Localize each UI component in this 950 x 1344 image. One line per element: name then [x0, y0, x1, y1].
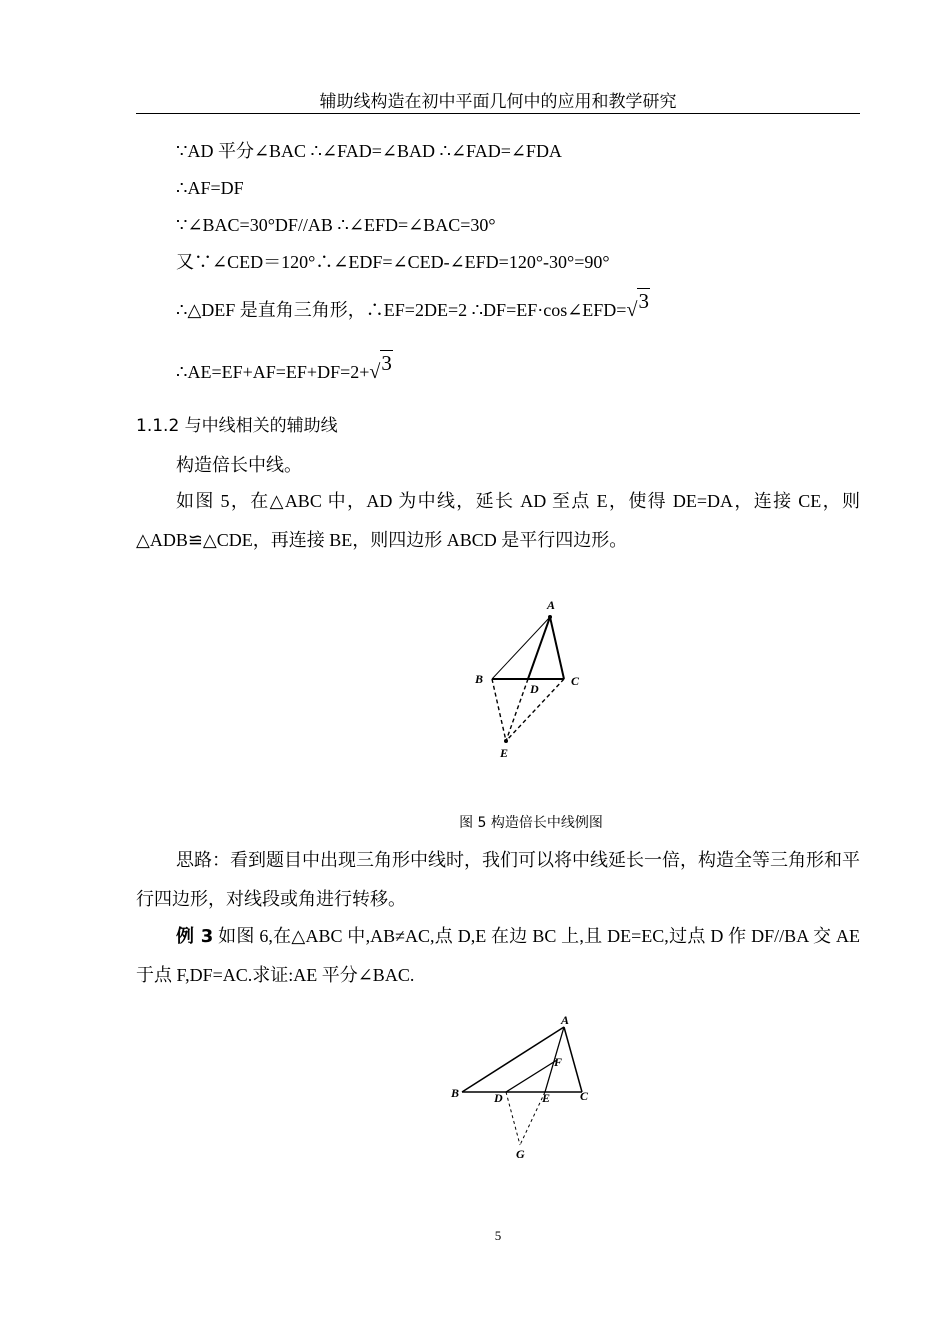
label-b: B: [451, 1086, 460, 1100]
proof-line-2: ∴AF=DF: [176, 178, 244, 198]
segment-ad: [528, 617, 550, 679]
proof-line-6-text: ∴AE=EF+AF=EF+DF=2+: [176, 362, 370, 382]
label-b: B: [475, 672, 484, 686]
point-a: [548, 615, 552, 619]
proof-line-5: [176, 289, 650, 322]
sqrt-three: [369, 351, 392, 384]
label-c: C: [571, 674, 580, 688]
example-label: 例 3: [176, 926, 214, 947]
paragraph-figure5-description: 如图 5，在△ABC 中，AD 为中线，延长 AD 至点 E，使得 DE=DA，连接 CE，则△ADB≌△CDE，再连接 BE，则四边形 ABCD 是平行四边形。: [136, 491, 860, 550]
segment-be: [492, 679, 506, 741]
proof-line-5-text: ∴△DEF 是直角三角形，∴EF=2DE=2 ∴DF=EF·cos∠EFD=: [176, 300, 627, 320]
segment-ab: [492, 617, 550, 679]
figure-5-caption: 图 5 构造倍长中线例图: [459, 815, 603, 831]
radicand: 3: [381, 351, 392, 375]
proof-line-4: 又∵∠CED＝120°∴∠EDF=∠CED-∠EFD=120°-30°=90°: [176, 252, 610, 272]
paragraph-approach: 思路：看到题目中出现三角形中线时，我们可以将中线延长一倍，构造全等三角形和平行四边形，对线段或角进行转移。: [136, 850, 860, 909]
proof-line-3: ∵∠BAC=30°DF//AB ∴∠EFD=∠BAC=30°: [176, 215, 496, 235]
example-text: 如图 6,在△ABC 中,AB≠AC,点 D,E 在边 BC 上,且 DE=EC,过点 D 作 DF//BA 交 AE 于点 F,DF=AC.求证:AE 平分∠BAC.: [136, 926, 860, 985]
paragraph-construct: 构造倍长中线。: [176, 455, 302, 475]
radicand: 3: [638, 289, 649, 313]
proof-line-1: ∵AD 平分∠BAC ∴∠FAD=∠BAD ∴∠FAD=∠FDA: [176, 141, 562, 161]
paragraph-example-3: [136, 917, 860, 995]
label-d: D: [530, 682, 539, 696]
segment-de: [506, 679, 528, 741]
label-g: G: [516, 1147, 525, 1161]
figure-5-diagram: [460, 590, 600, 770]
segment-ac: [564, 1027, 582, 1092]
label-a: A: [547, 598, 556, 612]
label-f: F: [554, 1055, 563, 1069]
segment-ac: [550, 617, 564, 679]
label-c: C: [580, 1089, 589, 1103]
radical-sign: √: [369, 361, 381, 383]
label-a: A: [561, 1013, 570, 1027]
section-heading: 1.1.2 与中线相关的辅助线: [136, 416, 338, 436]
radical-sign: √: [626, 299, 638, 321]
segment-dg: [506, 1092, 520, 1145]
label-e: E: [542, 1091, 551, 1105]
label-e: E: [500, 746, 509, 760]
point-e: [504, 739, 508, 743]
proof-line-6: [176, 351, 393, 384]
header-rule: [136, 113, 860, 114]
figure-6-diagram: [440, 1010, 600, 1170]
page-number: 5: [494, 1228, 502, 1243]
running-header: 辅助线构造在初中平面几何中的应用和教学研究: [319, 92, 677, 111]
segment-ab: [462, 1027, 564, 1092]
label-d: D: [494, 1091, 503, 1105]
sqrt-three: [626, 289, 649, 322]
